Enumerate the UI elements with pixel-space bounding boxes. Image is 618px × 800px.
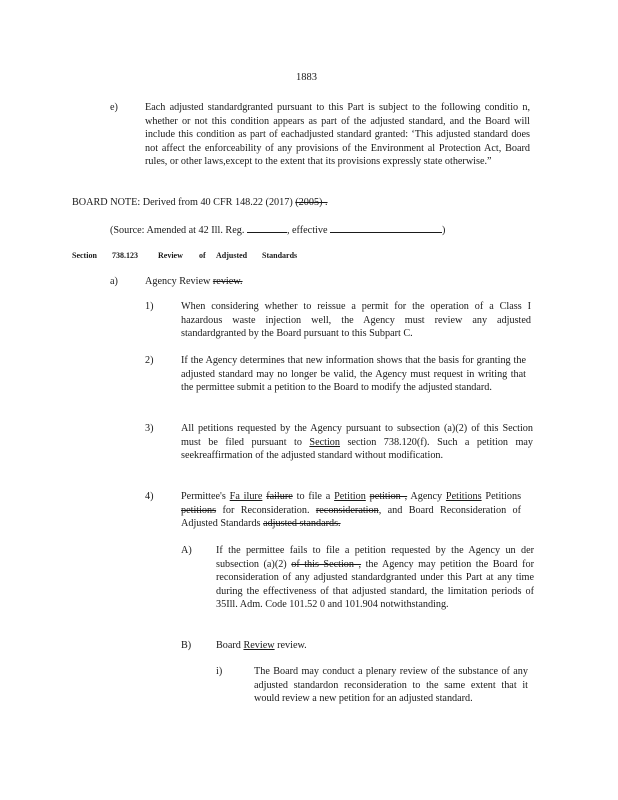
agency-review-title: Agency Review [145,276,211,287]
effective-date-blank [330,223,442,233]
item4-t4: Petitions [485,491,522,502]
section-title-3: Adjusted [216,251,248,260]
item-label-A: A) [181,545,192,556]
item4-t6: , and Board Reconsideration of Adjusted Standards [181,504,522,530]
source-line [110,223,445,238]
item-label-1: 1) [145,301,154,312]
section-title-4: Standards [262,251,298,260]
item-label-e: e) [110,102,118,113]
item3-part1: All petitions requested by the Agency pursuant to subsection (a)(2) of this Section must be filed pursuant to [181,423,533,448]
paragraph-4 [181,490,521,531]
section-heading [0,251,618,263]
board-note [72,196,328,210]
item4-t1: Permittee's [181,491,226,502]
item-label-a: a) [110,276,118,287]
board-note-struck: (2005) . [295,197,328,208]
paragraph-e: Each adjusted standardgranted pursuant to this Part is subject to the following conditio n, whether or not this condition appears as part of the adjusted standard, and the Board will include this condition as part of eachadjusted standard granted: ‘This adjusted standard does not affect the enforceability of any provisions of the Environment al Protection Act, Board rules, or other laws,except to the extent that its provisions expressly state otherwise.” [145,102,530,168]
B-t1: Board [216,640,241,651]
item4-del1: failure [266,491,293,502]
item4-del6: adjusted standards. [263,518,341,530]
A-t2: the Agency may petition the Board for reconsideration of any adjusted standardgranted under this Part at any time during the effectiveness of that adjusted standard, the limitation periods of 35Ill. Adm. Code 101.52 0 and 101.904 notwithstanding. [216,558,535,611]
paragraph-i: The Board may conduct a plenary review of the substance of any adjusted standardon reconsideration to the same extent that it would review a new petition for an adjusted standard. [254,666,528,705]
source-mid: , effective [286,225,328,236]
paragraph-2: If the Agency determines that new information shows that the basis for granting the adjusted standard may no longer be valid, the Agency must request in writing that the permittee submit a petition to the Board to modify the adjusted standard. [181,355,526,394]
B-ins1: Review [243,640,275,651]
item3-part2: section 738.120(f). Such a petition may seekreaffirmation of the adjusted standard without modification. [181,436,534,462]
agency-review-struck: review. [212,276,243,287]
paragraph-A [216,544,534,612]
paragraph-3 [181,422,533,463]
page-number: 1883 [296,72,317,83]
item-label-3: 3) [145,423,154,434]
item4-del5: reconsideration [315,504,379,516]
section-title-2: of [199,251,206,260]
section-number: 738.123 [112,251,138,260]
item-label-2: 2) [145,355,154,366]
item4-t2: to file a [296,491,331,502]
paragraph-1: When considering whether to reissue a permit for the operation of a Class I hazardous waste injection well, the Agency must review any adjusted standardgranted by the Board pursuant to this Subpart C. [181,301,531,340]
item-label-B: B) [181,640,192,651]
source-suffix: ) [442,225,446,236]
section-title-1: Review [158,251,183,260]
A-del1: of this Section , [291,558,362,570]
board-note-text: BOARD NOTE: Derived from 40 CFR 148.22 (2017) [72,197,293,208]
B-t2: review. [277,640,307,651]
item-label-4: 4) [145,491,154,502]
subsection-a-title [145,275,243,289]
reg-page-blank [247,223,287,233]
A-t1: If the permittee fails to file a petition requested by the Agency un der subsection (a)(2) [216,545,534,570]
item3-inserted: Section [309,436,340,448]
item4-del2: petition , [369,491,408,502]
item4-del4: petitions [181,504,217,516]
item4-t5: for Reconsideration. [222,504,310,516]
board-review-title [216,639,307,653]
source-prefix: (Source: Amended at 42 Ill. Reg. [110,225,245,236]
item4-ins1: Fa ilure [229,491,263,502]
item4-t3: Agency [410,491,443,502]
item4-ins3: Petitions [445,491,482,502]
item4-ins2: Petition [334,491,366,502]
section-word: Section [72,251,97,260]
item-label-i: i) [216,666,223,677]
